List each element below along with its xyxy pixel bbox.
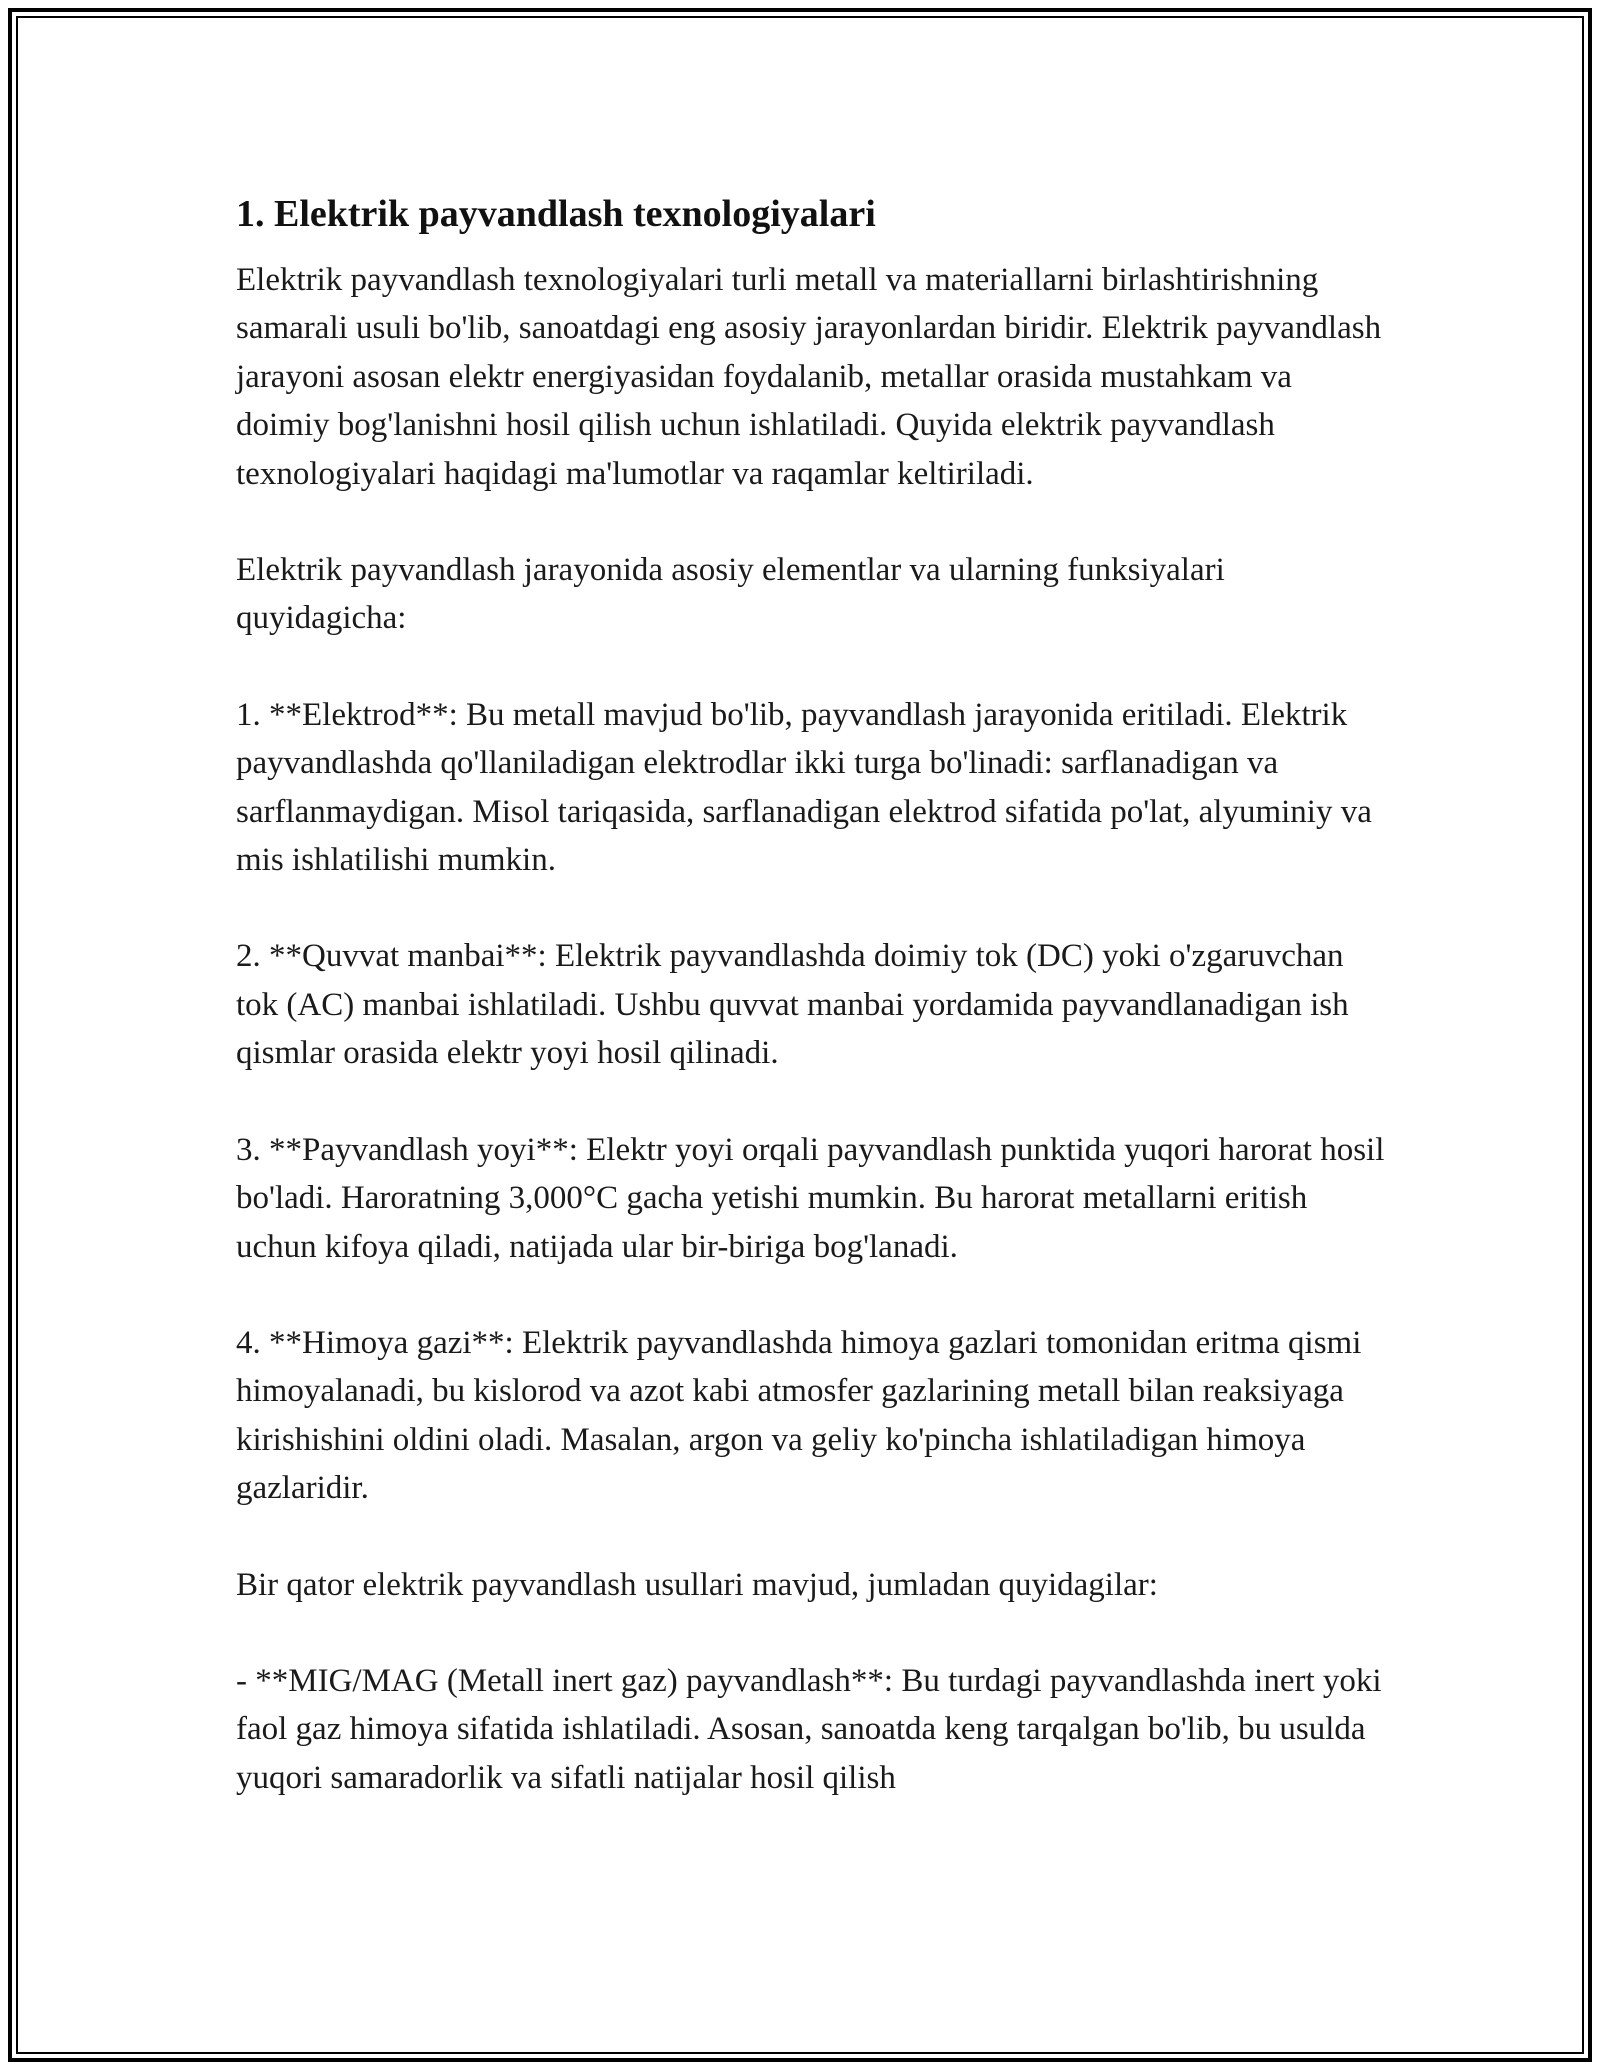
paragraph-mig-mag: - **MIG/MAG (Metall inert gaz) payvandlash**: Bu turdagi payvandlashda inert yoki faol gaz himoya sifatida ishlatiladi. Asosan, sanoatda keng tarqalgan bo'lib, bu usulda yuqori samaradorlik va sifatli natijalar hosil qilish: [236, 1662, 1382, 1796]
paragraph-methods-intro: Bir qator elektrik payvandlash usullari mavjud, jumladan quyidagilar:: [236, 1566, 1158, 1603]
paragraph-intro: Elektrik payvandlash texnologiyalari turli metall va materiallarni birlashtirishning samarali usuli bo'lib, sanoatdagi eng asosiy jarayonlardan biridir. Elektrik payvandlash jarayoni asosan elektr energiyasidan foydalanib, metallar orasida mustahkam va doimiy bog'lanishni hosil qilish uchun ishlatiladi. Quyida elektrik payvandlash texnologiyalari haqidagi ma'lumotlar va raqamlar keltiriladi.: [236, 262, 1382, 492]
paragraph-power-source: 2. **Quvvat manbai**: Elektrik payvandlashda doimiy tok (DC) yoki o'zgaruvchan tok (AC) manbai ishlatiladi. Ushbu quvvat manbai yordamida payvandlanadigan ish qismlar orasida elektr yoyi hosil qilinadi.: [236, 938, 1349, 1072]
paragraph-elements-intro: Elektrik payvandlash jarayonida asosiy elementlar va ularning funksiyalari quyidagicha:: [236, 552, 1225, 637]
paragraph-welding-arc: 3. **Payvandlash yoyi**: Elektr yoyi orqali payvandlash punktida yuqori harorat hosil bo'ladi. Haroratning 3,000°C gacha yetishi mumkin. Bu harorat metallarni eritish uchun kifoya qiladi, natijada ular bir-biriga bog'lanadi.: [236, 1131, 1385, 1265]
section-heading: 1. Elektrik payvandlash texnologiyalari: [236, 193, 876, 235]
document-body: [236, 190, 1386, 1802]
paragraph-shielding-gas: 4. **Himoya gazi**: Elektrik payvandlashda himoya gazlari tomonidan eritma qismi himoyalanadi, bu kislorod va azot kabi atmosfer gazlarining metall bilan reaksiyaga kirishishini oldini oladi. Masalan, argon va geliy ko'pincha ishlatiladigan himoya gazlaridir.: [236, 1324, 1362, 1507]
paragraph-electrode: 1. **Elektrod**: Bu metall mavjud bo'lib, payvandlash jarayonida eritiladi. Elektrik payvandlashda qo'llaniladigan elektrodlar ikki turga bo'linadi: sarflanadigan va sarflanmaydigan. Misol tariqasida, sarflanadigan elektrod sifatida po'lat, alyuminiy va mis ishlatilishi mumkin.: [236, 696, 1372, 879]
